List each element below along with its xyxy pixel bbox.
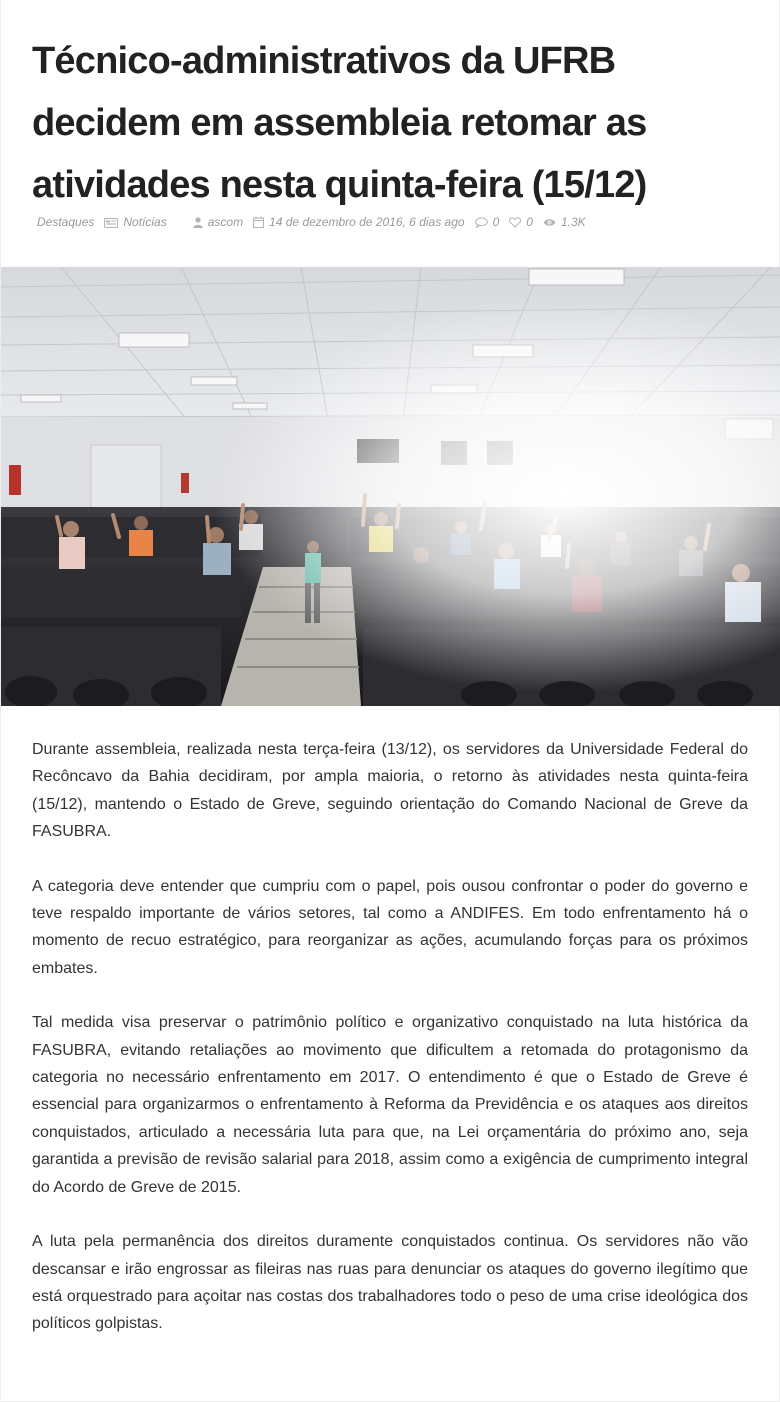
paragraph-1: Durante assembleia, realizada nesta terça-feira (13/12), os servidores da Universidade Federal do Recôncavo da Bahia decidiram, por ampla maioria, o retorno às atividades nesta quinta-feira (15/12), mantendo o Estado de Greve, seguindo orientação do Comando Nacional de Greve da FASUBRA. <box>32 741 748 841</box>
category-link[interactable] <box>104 215 166 229</box>
paragraph-3: Tal medida visa preservar o patrimônio político e organizativo conquistado na luta histórica da FASUBRA, evitando retaliações ao movimento que dificultem a retomada do protagonismo da categoria no necessário enfrentamento em 2017. O entendimento é que o Estado de Greve é essencial para organizarmos o enfrentamento à Reforma da Previdência e os ataques aos direitos conquistados, articulado a necessária luta para que, na Lei orçamentária do próximo ano, seja garantida a previsão de revisão salarial para 2018, assim como a exigência de cumprimento integral do Acordo de Greve de 2015. <box>32 1014 748 1196</box>
post-date-label: 14 de dezembro de 2016, 6 dias ago <box>269 215 465 229</box>
article-body <box>32 736 748 1365</box>
like-button[interactable] <box>509 215 533 229</box>
featured-image <box>1 267 780 706</box>
author-link[interactable] <box>193 215 243 229</box>
folder-icon <box>104 217 118 228</box>
views <box>543 215 586 229</box>
category-featured-link[interactable] <box>37 215 94 229</box>
comments-count: 0 <box>492 215 500 229</box>
category-featured-label: Destaques <box>37 215 95 229</box>
comment-icon <box>475 217 488 228</box>
post-date <box>253 215 464 229</box>
article-meta <box>37 213 596 231</box>
article-title: Técnico-administrativos da UFRB decidem em assembleia retomar as atividades nesta quinta-feira (15/12) <box>32 40 647 206</box>
user-icon <box>193 217 203 228</box>
comments-link[interactable] <box>475 215 500 229</box>
views-count: 1.3K <box>560 215 586 229</box>
likes-count: 0 <box>526 215 533 229</box>
category-label: Notícias <box>123 215 167 229</box>
paragraph-4: A luta pela permanência dos direitos duramente conquistados continua. Os servidores não vão descansar e irão engrossar as fileiras nas ruas para denunciar os ataques do governo ilegítimo que está orquestrado para açoitar nas costas dos trabalhadores todo o peso de uma crise ideológica dos políticos golpistas. <box>32 1233 748 1333</box>
assembly-photo <box>1 267 780 706</box>
heart-icon <box>509 217 521 228</box>
author-label: ascom <box>207 215 244 229</box>
eye-icon <box>543 218 556 227</box>
paragraph-2: A categoria deve entender que cumpriu com o papel, pois ousou confrontar o poder do governo e teve respaldo importante de vários setores, tal como a ANDIFES. Em todo enfrentamento há o momento de recuo estratégico, para reorganizar as ações, acumulando forças para os próximos embates. <box>32 877 748 977</box>
calendar-icon <box>253 216 264 228</box>
